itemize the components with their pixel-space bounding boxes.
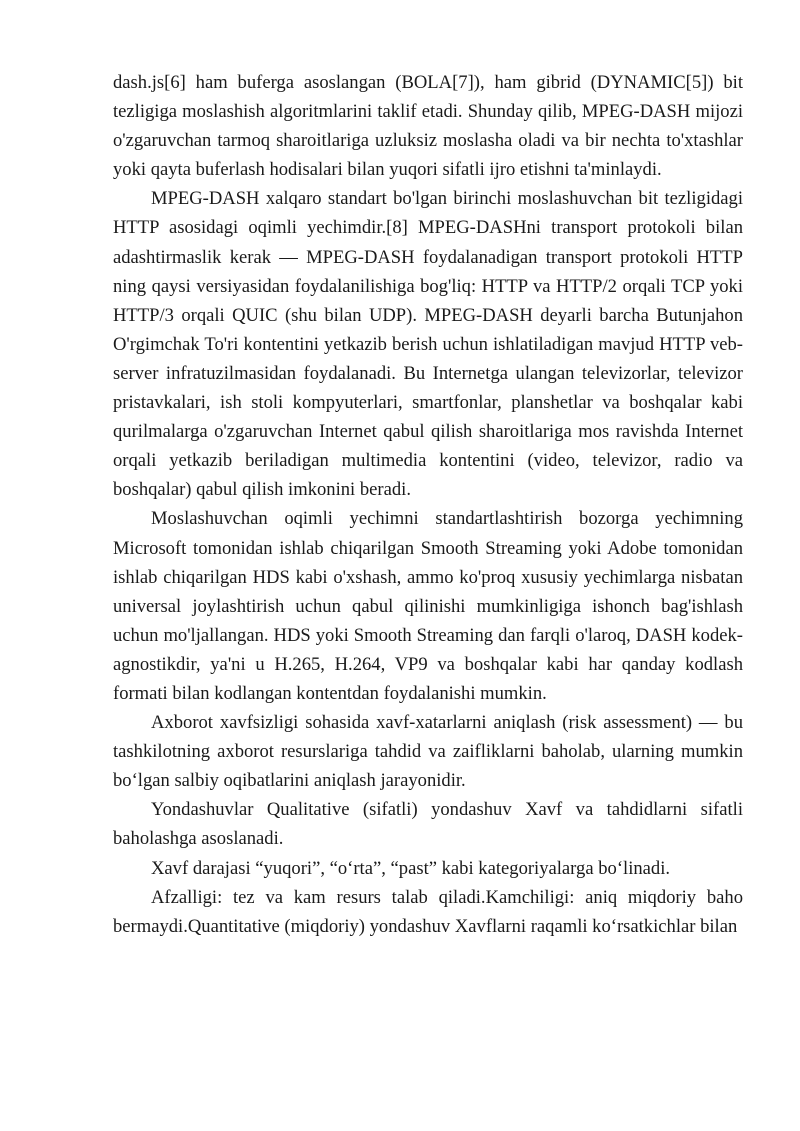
paragraph-mpeg-dash-standard: MPEG-DASH xalqaro standart bo'lgan birinchi moslashuvchan bit tezligidagi HTTP asosidagi oqimli yechimdir.[8] MPEG-DASHni transport protokoli bilan adashtirmaslik kerak — MPEG-DASH foydalanadigan transport protokoli HTTP ning qaysi versiyasidan foydalanilishiga bog'liq: HTTP va HTTP/2 orqali TCP yoki HTTP/3 orqali QUIC (shu bilan UDP). MPEG-DASH deyarli barcha Butunjahon O'rgimchak To'ri kontentini yetkazib berish uchun ishlatiladigan mavjud HTTP veb-server infratuzilmasidan foydalanadi. Bu Internetga ulangan televizorlar, televizor pristavkalari, ish stoli kompyuterlari, smartfonlar, planshetlar va boshqalar kabi qurilmalarga o'zgaruvchan Internet qabul qilish sharoitlariga mos ravishda Internet orqali yetkazib beriladigan multimedia kontentini (video, televizor, radio va boshqalar) qabul qilish imkonini beradi. — [113, 188, 743, 501]
paragraph-qualitative-approach: Yondashuvlar Qualitative (sifatli) yondashuv Xavf va tahdidlarni sifatli baholashga asoslanadi. — [113, 799, 743, 850]
paragraph-risk-assessment: Axborot xavfsizligi sohasida xavf-xatarlarni aniqlash (risk assessment) — bu tashkilotning axborot resurslariga tahdid va zaifliklarni baholab, ularning mumkin bo‘lgan salbiy oqibatlarini aniqlash jarayonidir. — [113, 712, 743, 792]
paragraph-risk-levels: Xavf darajasi “yuqori”, “o‘rta”, “past” kabi kategoriyalarga bo‘linadi. — [151, 857, 671, 879]
document-page — [113, 68, 743, 941]
paragraph-standardization: Moslashuvchan oqimli yechimni standartlashtirish bozorga yechimning Microsoft tomonidan ishlab chiqarilgan Smooth Streaming yoki Adobe tomonidan ishlab chiqarilgan HDS kabi o'xshash, ammo ko'proq xususiy yechimlarga nisbatan universal joylashtirish uchun qabul qilinishi mumkinligiga ishonch bag'ishlash uchun mo'ljallangan. HDS yoki Smooth Streaming dan farqli o'laroq, DASH kodek-agnostikdir, ya'ni u H.265, H.264, VP9 va boshqalar kabi har qanday kodlash formati bilan kodlangan kontentdan foydalanishi mumkin. — [113, 508, 743, 704]
paragraph-dashjs-algorithms: dash.js[6] ham buferga asoslangan (BOLA[7]), ham gibrid (DYNAMIC[5]) bit tezligiga moslashish algoritmlarini taklif etadi. Shunday qilib, MPEG-DASH mijozi o'zgaruvchan tarmoq sharoitlariga uzluksiz moslasha oladi va bir nechta to'xtashlar yoki qayta buferlash hodisalari bilan yuqori sifatli ijro etishni ta'minlaydi. — [113, 72, 743, 181]
paragraph-pros-cons: Afzalligi: tez va kam resurs talab qiladi.Kamchiligi: aniq miqdoriy baho bermaydi.Quantitative (miqdoriy) yondashuv Xavflarni raqamli ko‘rsatkichlar bilan — [113, 886, 743, 937]
